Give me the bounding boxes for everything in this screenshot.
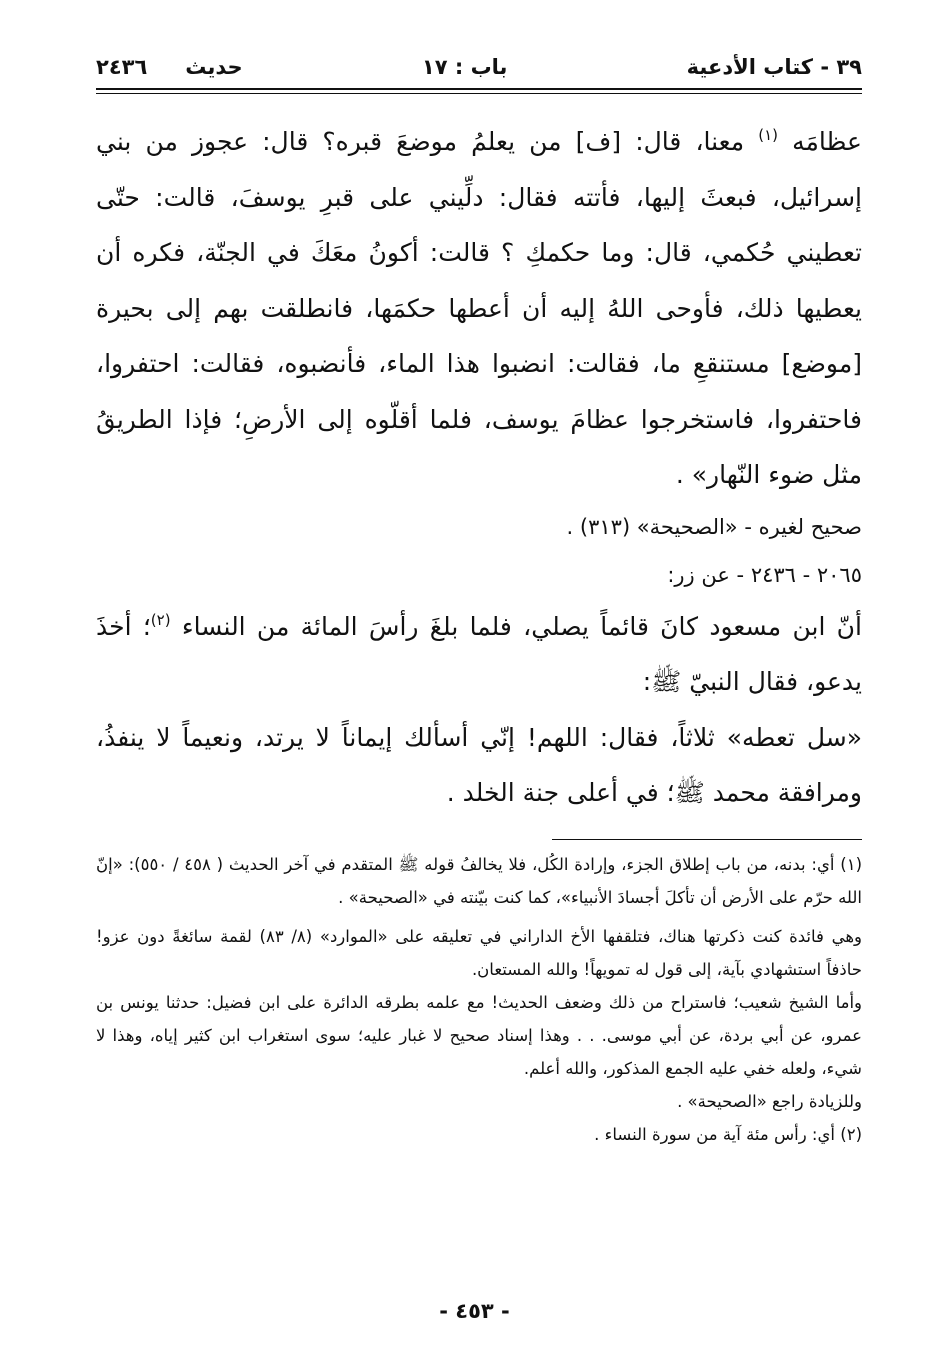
- footnote-divider: [552, 839, 862, 840]
- footnotes: [96, 848, 862, 1151]
- page: [96, 50, 862, 1151]
- footnote-ref-1: (١): [758, 126, 779, 144]
- page-number: - ٤٥٣ -: [439, 1299, 510, 1323]
- footnote-ref-2: (٢): [150, 610, 171, 629]
- paragraph-2-rest: ؛ أخذَ يدعو، فقال النبيّ ﷺ:: [96, 611, 862, 696]
- paragraph-3: «سل تعطه» ثلاثاً، فقال: اللهم! إنّي أسألك إيماناً لا يرتد، ونعيماً لا ينفذُ، ومرافقة محمد ﷺ؛ في أعلى جنة الخلد .: [96, 722, 862, 807]
- hadith-number-line: ٢٠٦٥ - ٢٤٣٦ - عن زر:: [667, 562, 862, 587]
- header-divider: [96, 88, 862, 94]
- grading-line: صحيح لغيره - «الصحيحة» (٣١٣) .: [566, 514, 862, 539]
- footnote-1-continued-b: وأما الشيخ شعيب؛ فاستراح من ذلك وضعف الحديث! مع علمه بطرقه الدائرة على ابن فضيل: حدثنا يونس بن عمرو، عن أبي بردة، عن أبي موسى. . . وهذا إسناد صحيح لا غبار عليه؛ سوى استغراب ابن كثير إياه، وهذا لا شيء، ولعله خفي عليه الجمع المذكور، والله أعلم.: [96, 992, 862, 1078]
- running-header: [96, 50, 862, 84]
- main-text: [96, 114, 862, 821]
- footnote-1-continued-c: وللزيادة راجع «الصحيحة» .: [677, 1091, 862, 1111]
- footnote-2: (٢) أي: رأس مئة آية من سورة النساء .: [594, 1124, 862, 1144]
- paragraph-1: [96, 114, 862, 503]
- paragraph-1-rest: معنا، قال: [ف] من يعلمُ موضعَ قبره؟ قال: عجوز من بني إسرائيل، فبعثَ إليها، فأتته فقال: دلِّيني على قبرِ يوسفَ، قالت: حتّى تعطيني حُكمي، قال: وما حكمكِ ؟ قالت: أكونُ معَكَ في الجنّة، فكره أن يعطيها ذلك، فأوحى اللهُ إليه أن أعطها حكمَها، فانطلقت بهم إلى بحيرة [موضع] مستنقعِ ما، فقالت: انضبوا هذا الماء، فأنضبوه، فقالت: احتفروا، فاحتفروا، فاستخرجوا عظامَ يوسف، فلما أقلّوه إلى الأرضِ؛ فإذا الطريقُ مثل ضوء النّهار» .: [96, 127, 862, 489]
- header-hadith: [96, 50, 243, 84]
- paragraph-1-start: عظامَه: [792, 127, 862, 156]
- paragraph-2-start: أنّ ابن مسعود كانَ قائماً يصلي، فلما بلغَ رأسَ المائة من النساء: [181, 611, 862, 641]
- header-book-title: ٣٩ - كتاب الأدعية: [686, 55, 862, 79]
- footnote-1: (١) أي: بدنه، من باب إطلاق الجزء، وإرادة الكُل، فلا يخالفُ قوله ﷺ المتقدم في آخر الحديث ( ٤٥٨ / ٥٥٠): «إنّ الله حرّم على الأرض أن تأكلَ أجسادَ الأنبياء»، كما كنت بيّنته في «الصحيحة» .: [96, 854, 862, 907]
- header-hadith-label: حديث: [185, 55, 243, 79]
- header-chapter: باب : ١٧: [421, 55, 508, 79]
- paragraph-2: [96, 599, 862, 710]
- header-hadith-number: ٢٤٣٦: [96, 55, 148, 79]
- footnote-1-continued-a: وهي فائدة كنت ذكرتها هناك، فتلقفها الأخ الداراني في تعليقه على «الموارد» (٨/ ٨٣) لقمة سائغةً دون عزو! حاذفاً استشهادي بآية، إلى قول له تمويهاً! والله المستعان.: [96, 926, 862, 979]
